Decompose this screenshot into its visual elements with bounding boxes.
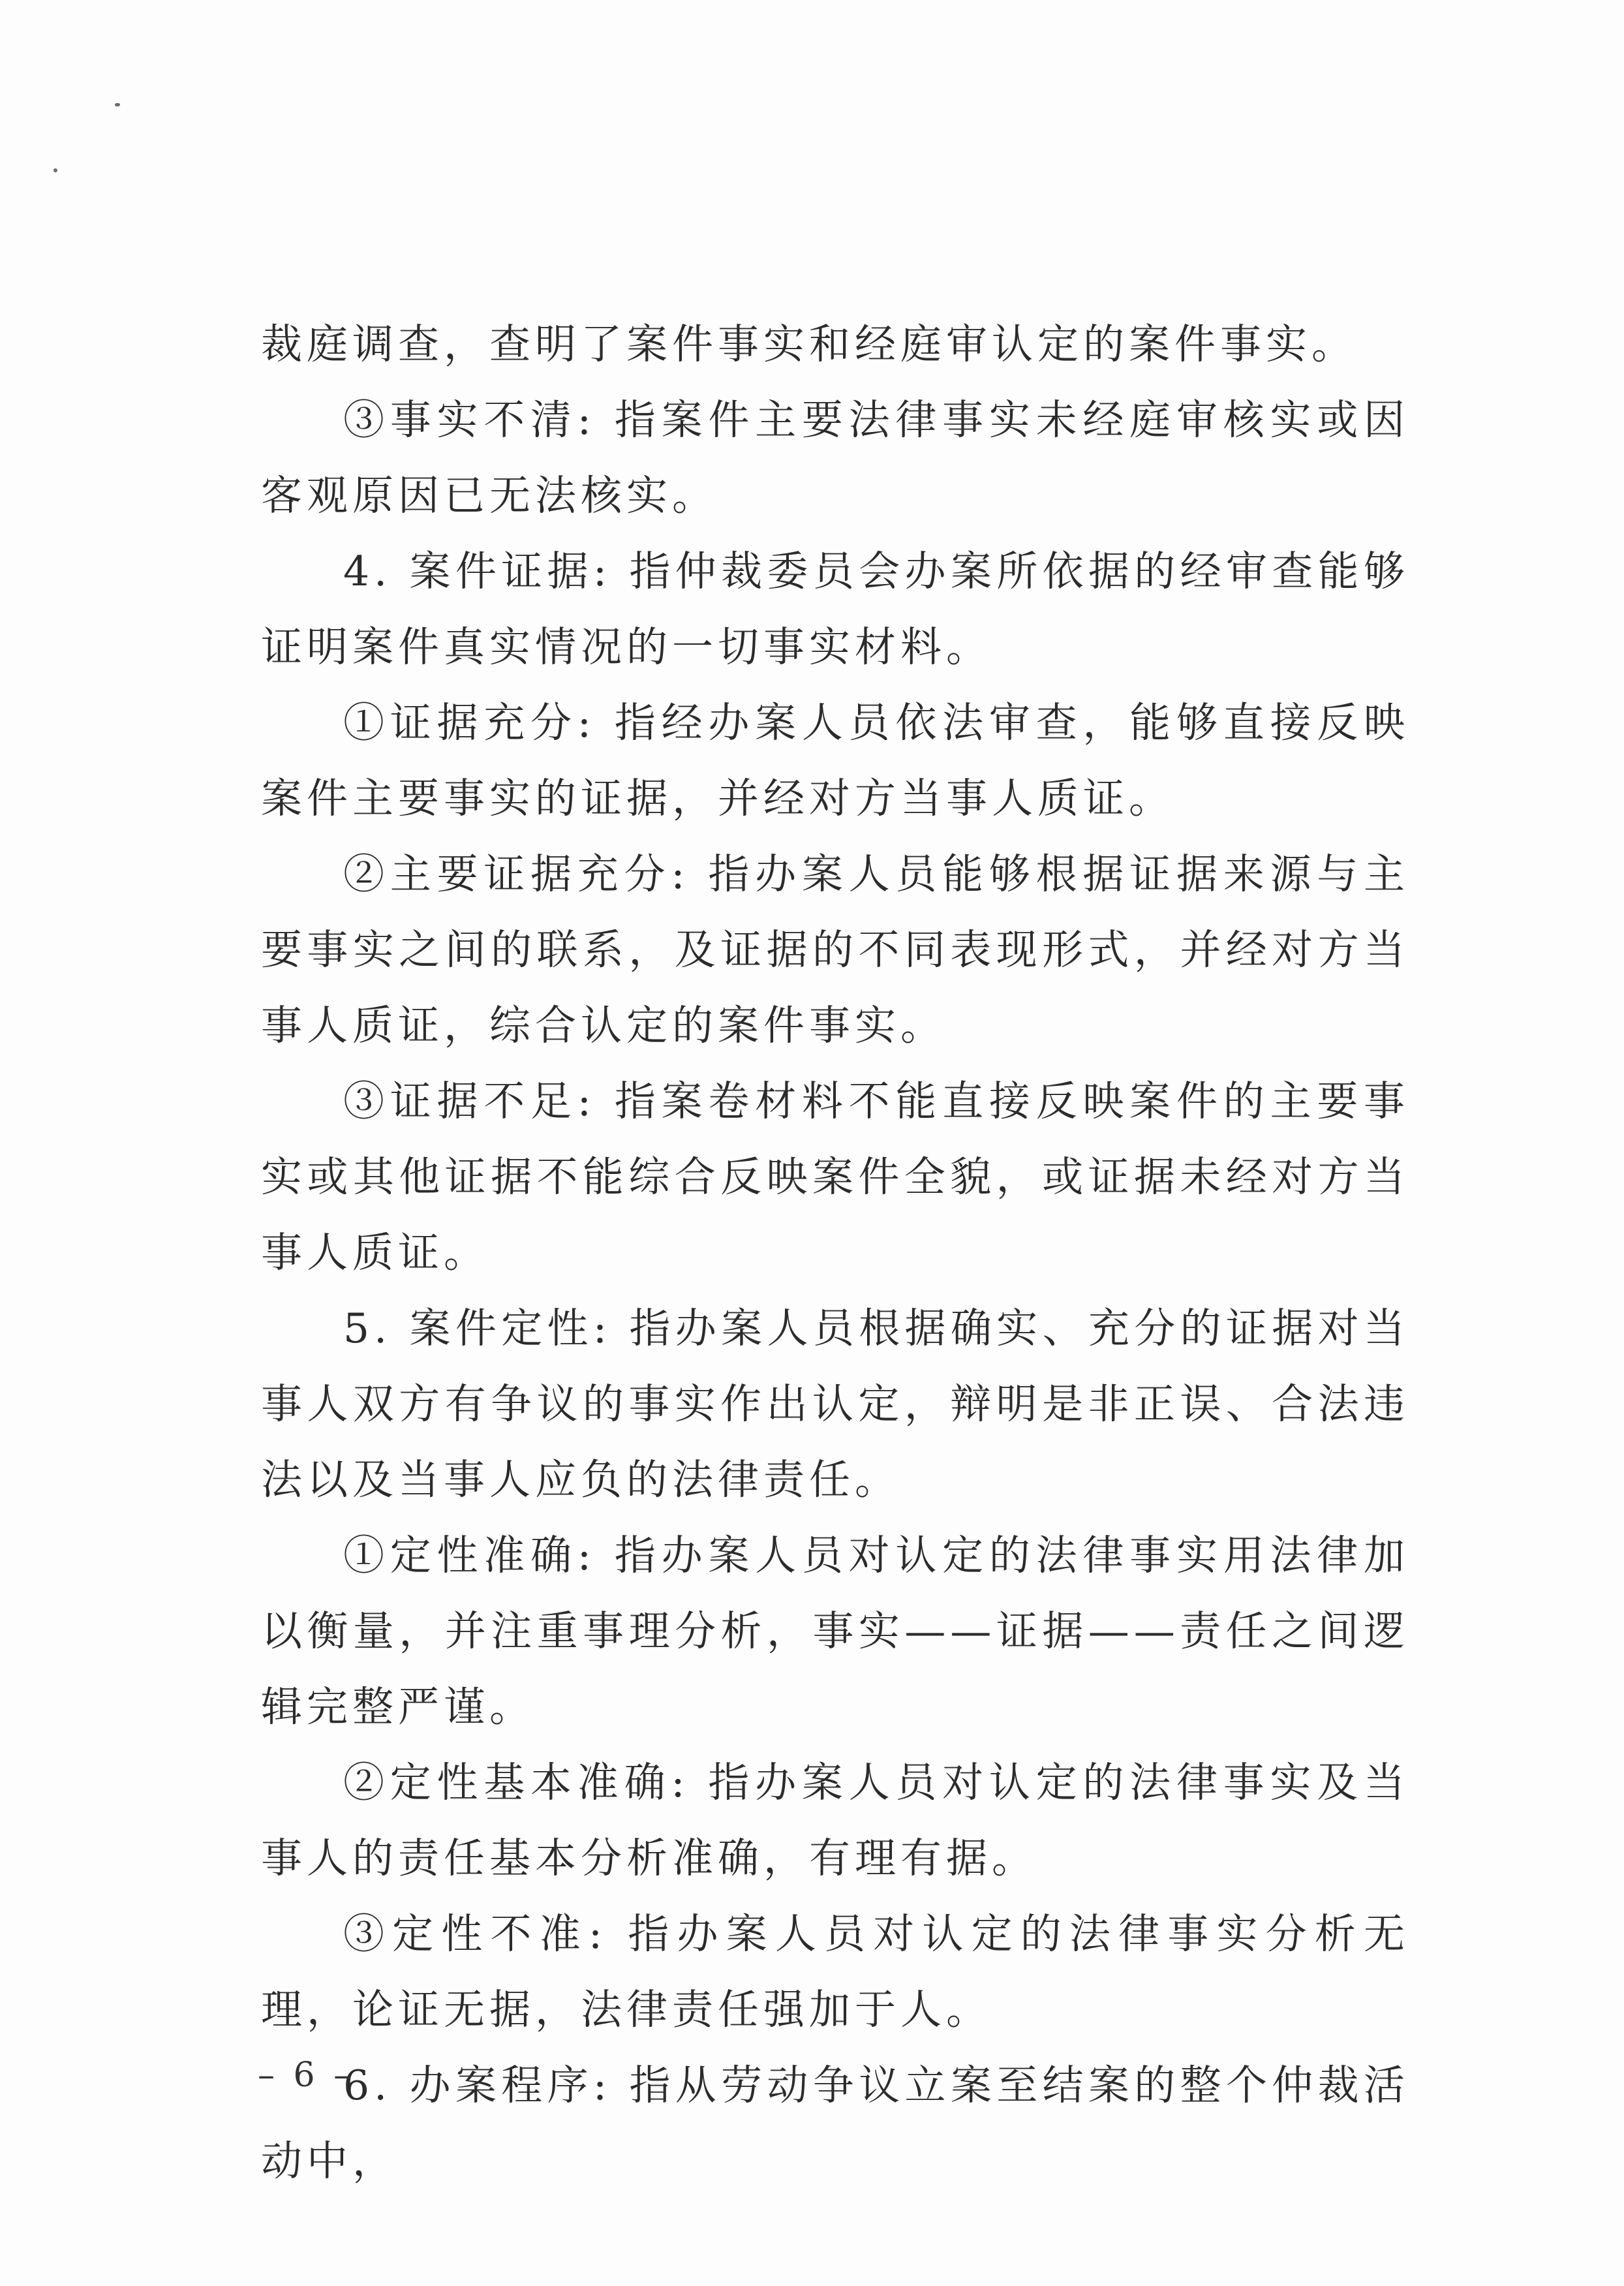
- scan-speck: [54, 168, 57, 172]
- paragraph: ③事实不清: 指案件主要法律事实未经庭审核实或因客观原因已无法核实。: [261, 396, 1409, 519]
- paragraph: ③证据不足: 指案卷材料不能直接反映案件的主要事实或其他证据不能综合反映案件全貌，或证据未经对方当事人质证。: [261, 1077, 1409, 1276]
- paragraph: 5. 案件定性: 指办案人员根据确实、充分的证据对当事人双方有争议的事实作出认定，辩明是非正误、合法违法以及当事人应负的法律责任。: [261, 1305, 1409, 1504]
- paragraph: 6. 办案程序: 指从劳动争议立案至结案的整个仲裁活动中，: [261, 2062, 1409, 2185]
- page-number: – 6 –: [258, 2056, 355, 2095]
- paragraph: ①定性准确: 指办案人员对认定的法律事实用法律加以衡量，并注重事理分析，事实——证据——责任之间逻辑完整严谨。: [261, 1532, 1409, 1731]
- paragraph: ②定性基本准确: 指办案人员对认定的法律事实及当事人的责任基本分析准确，有理有据。: [261, 1759, 1409, 1882]
- paragraph: ①证据充分: 指经办案人员依法审查，能够直接反映案件主要事实的证据，并经对方当事人质证。: [261, 699, 1409, 822]
- paragraph: ③定性不准: 指办案人员对认定的法律事实分析无理，论证无据，法律责任强加于人。: [261, 1910, 1409, 2033]
- paragraph: 裁庭调查，查明了案件事实和经庭审认定的案件事实。: [261, 320, 1357, 368]
- paragraph: 4. 案件证据: 指仲裁委员会办案所依据的经审查能够证明案件真实情况的一切事实材料。: [261, 548, 1409, 671]
- paragraph: ②主要证据充分: 指办案人员能够根据证据来源与主要事实之间的联系，及证据的不同表现形式，并经对方当事人质证，综合认定的案件事实。: [261, 850, 1409, 1049]
- document-body: [261, 307, 1409, 2199]
- scan-speck: [115, 103, 120, 106]
